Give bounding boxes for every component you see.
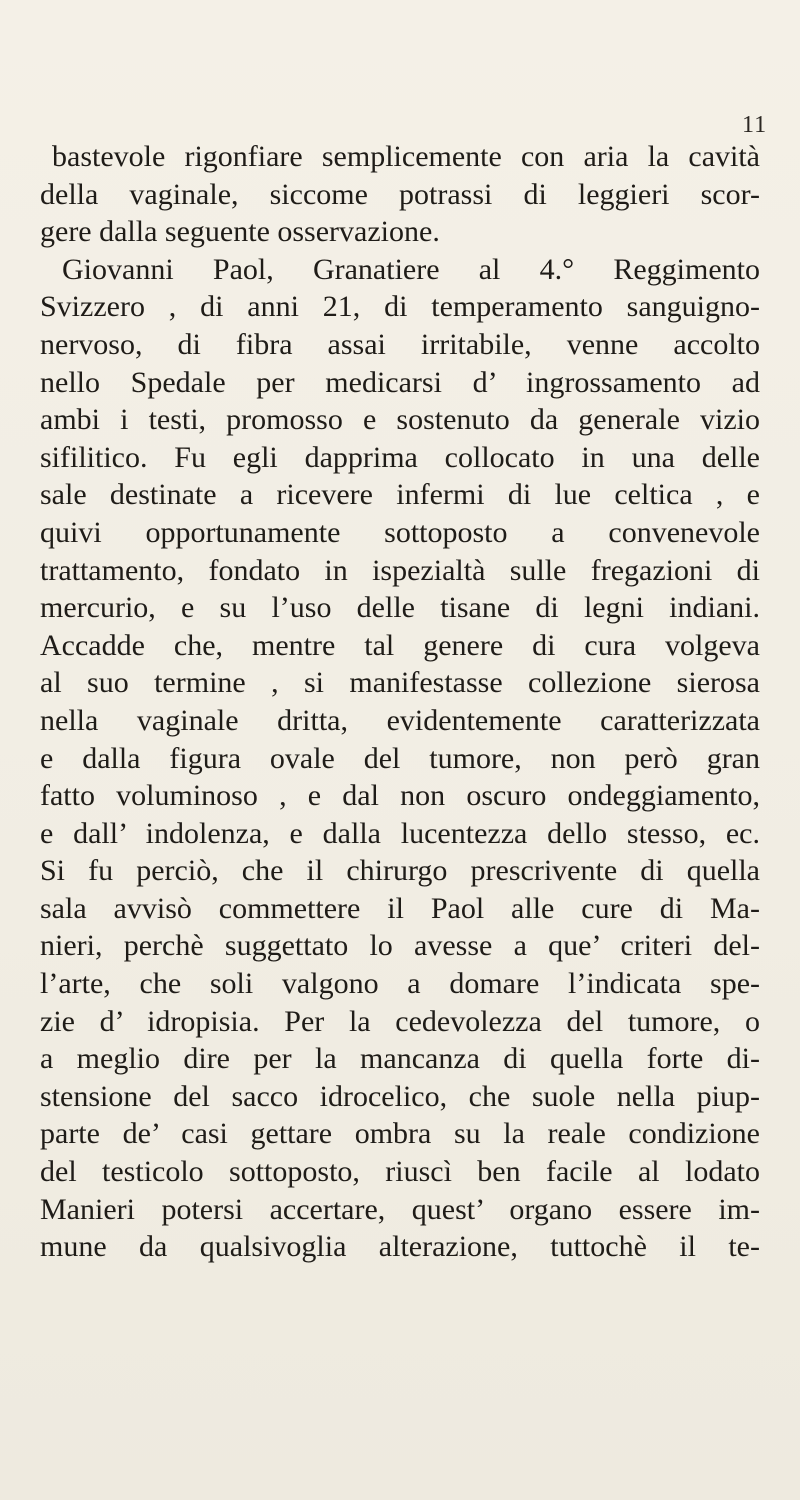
text-line: l’arte, che soli valgono a domare l’indicata spe- bbox=[40, 967, 760, 1001]
text-line: fatto voluminoso , e dal non oscuro ondeggiamento, bbox=[40, 779, 760, 813]
text-line: sifilitico. Fu egli dapprima collocato in una delle bbox=[40, 440, 760, 474]
text-line: nervoso, di fibra assai irritabile, venne accolto bbox=[40, 327, 760, 361]
text-line: al suo termine , si manifestasse collezione sierosa bbox=[40, 666, 760, 700]
text-line: Manieri potersi accertare, quest’ organo essere im- bbox=[40, 1192, 760, 1226]
text-line: mune da qualsivoglia alterazione, tuttochè il te- bbox=[40, 1230, 760, 1264]
text-line: Giovanni Paol, Granatiere al 4.° Reggimento bbox=[62, 252, 760, 286]
text-line: nella vaginale dritta, evidentemente caratterizzata bbox=[40, 703, 760, 737]
text-line: sala avvisò commettere il Paol alle cure di Ma- bbox=[40, 891, 760, 925]
text-line: Si fu perciò, che il chirurgo prescrivente di quella bbox=[40, 854, 760, 888]
text-line: ambi i testi, promosso e sostenuto da generale vizio bbox=[40, 403, 760, 437]
text-line: a meglio dire per la mancanza di quella forte di- bbox=[40, 1042, 760, 1076]
text-line: bastevole rigonfiare semplicemente con aria la cavità bbox=[52, 140, 760, 173]
text-line: stensione del sacco idrocelico, che suole nella piup- bbox=[40, 1079, 760, 1113]
text-line: trattamento, fondato in ispezialtà sulle fregazioni di bbox=[40, 553, 760, 587]
text-line: nieri, perchè suggettato lo avesse a que’ criteri del- bbox=[40, 929, 760, 963]
text-line: sale destinate a ricevere infermi di lue celtica , e bbox=[40, 478, 760, 512]
text-line: Accadde che, mentre tal genere di cura volgeva bbox=[40, 628, 760, 662]
body-text bbox=[40, 138, 760, 1266]
text-line: gere dalla seguente osservazione. bbox=[40, 215, 440, 249]
text-line: parte de’ casi gettare ombra su la reale condizione bbox=[40, 1117, 760, 1151]
text-line: e dall’ indolenza, e dalla lucentezza dello stesso, ec. bbox=[40, 816, 760, 850]
text-line: quivi opportunamente sottoposto a convenevole bbox=[40, 515, 760, 549]
text-line: Svizzero , di anni 21, di temperamento sanguigno- bbox=[40, 290, 760, 324]
text-line: e dalla figura ovale del tumore, non però gran bbox=[40, 741, 760, 775]
text-line: mercurio, e su l’uso delle tisane di legni indiani. bbox=[40, 591, 760, 625]
page-number: 11 bbox=[742, 112, 768, 138]
text-line: zie d’ idropisia. Per la cedevolezza del tumore, o bbox=[40, 1004, 760, 1038]
text-line: nello Spedale per medicarsi d’ ingrossamento ad bbox=[40, 365, 760, 399]
text-line: del testicolo sottoposto, riuscì ben facile al lodato bbox=[40, 1155, 760, 1189]
text-line: della vaginale, siccome potrassi di leggieri scor- bbox=[40, 177, 760, 211]
